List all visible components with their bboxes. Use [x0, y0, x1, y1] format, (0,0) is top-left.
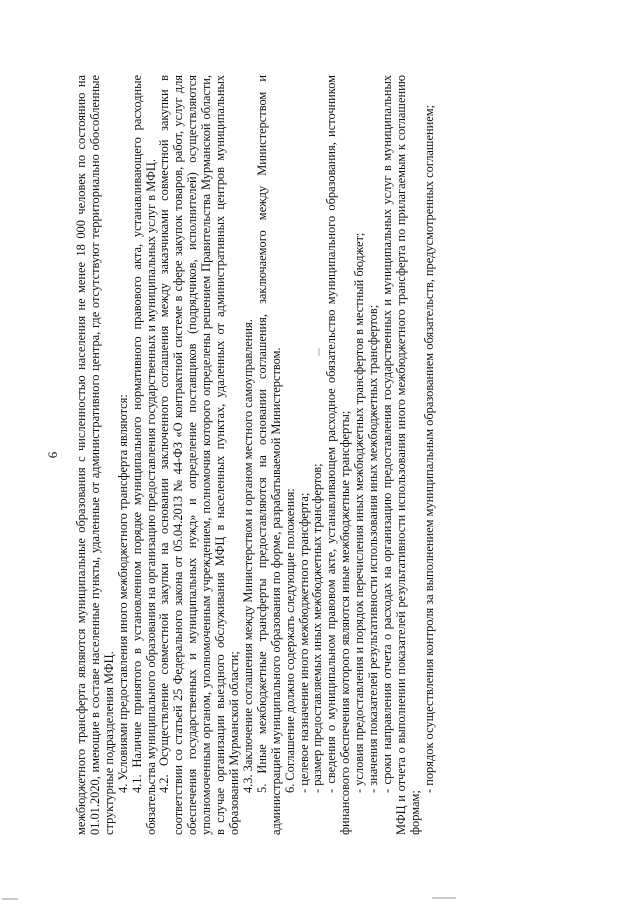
page-number: 6 [45, 451, 60, 459]
paragraph-item-5: 5. Иные межбюджетные трансферты предоставляются на основании соглашения, заключаемого между Министерством и администрацией муниципального образования по форме, разрабатываемой Министерством. [254, 75, 283, 835]
list-item-report-deadlines: - сроки направления отчета о расходах на организацию предоставления государственных и муниципальных услуг в муниципальных МФЦ и отчета о выполнении показателей результативности использования иного межбюджетного трансферта по прилагаемым к соглашению формам; [379, 75, 422, 835]
paragraph-condition-4-3: 4.3. Заключение соглашения между Министерством и органом местного самоуправления. [240, 319, 255, 793]
scan-artifact-mark [318, 348, 320, 356]
list-item-transfer-terms: - условия предоставления и порядок перечисления иных межбюджетных трансфертов в местный бюджет; [352, 232, 367, 793]
document-body [75, 75, 437, 835]
rotated-document-content [45, 75, 590, 835]
list-item-legal-act: - сведения о муниципальном правовом акте, устанавливающем расходное обязательство муниципального образования, источником финансового обеспечения которого являются иные межбюджетные трансферты; [324, 75, 353, 835]
list-item-indicators: - значения показателей результативности использования иных межбюджетных трансфертов; [366, 304, 381, 793]
list-item-purpose: - целевое назначение иного межбюджетного трансферта; [296, 492, 311, 793]
list-item-amount: - размер предоставляемых иных межбюджетных трансфертов; [310, 463, 325, 793]
paragraph-conditions-heading: 4. Условиями предоставления иного межбюджетного трансферта являются: [115, 394, 130, 793]
scan-artifact-mark [2, 898, 18, 900]
paragraph-eligibility-continued: межбюджетного трансферта являются муниципальные образования с численностью населения не менее 18 000 человек по состоянию на 01.01.2020, имеющие в составе населенные пункты, удаленные от административного центра, где отсутствуют территориально обособленные структурные подразделения МФЦ. [74, 75, 116, 835]
scan-artifact-mark [432, 897, 456, 899]
paragraph-condition-4-2: 4.2. Осуществление совместной закупки на основании заключенного соглашения между заказчиками совместной закупки в соответствии со статьей 25 Федерального закона от 05.04.2013 № 44-ФЗ «О контрактной системе в сфере закупок товаров, работ, услуг для обеспечения государственных и муниципальных нужд» и определение поставщиков (подрядчиков, исполнителей) осуществляются уполномоченным органом, уполномоченным учреждением, полномочия которого определены решением Правительства Мурманской области, в случае организации выездного обслуживания МФЦ в населенных пунктах, удаленных от административных центров муниципальных образований Мурманской области; [157, 75, 241, 835]
paragraph-item-6: 6. Соглашение должно содержать следующие положения: [282, 488, 297, 793]
list-item-control-procedure: - порядок осуществления контроля за выполнением муниципальным образованием обязательств, предусмотренных соглашением; [421, 104, 436, 793]
paragraph-condition-4-1: 4.1. Наличие принятого в установленном порядке муниципального нормативного правового акта, устанавливающего расходные обязательства муниципального образования на организацию предоставления государственных и муниципальных услуг в МФЦ. [129, 75, 158, 835]
